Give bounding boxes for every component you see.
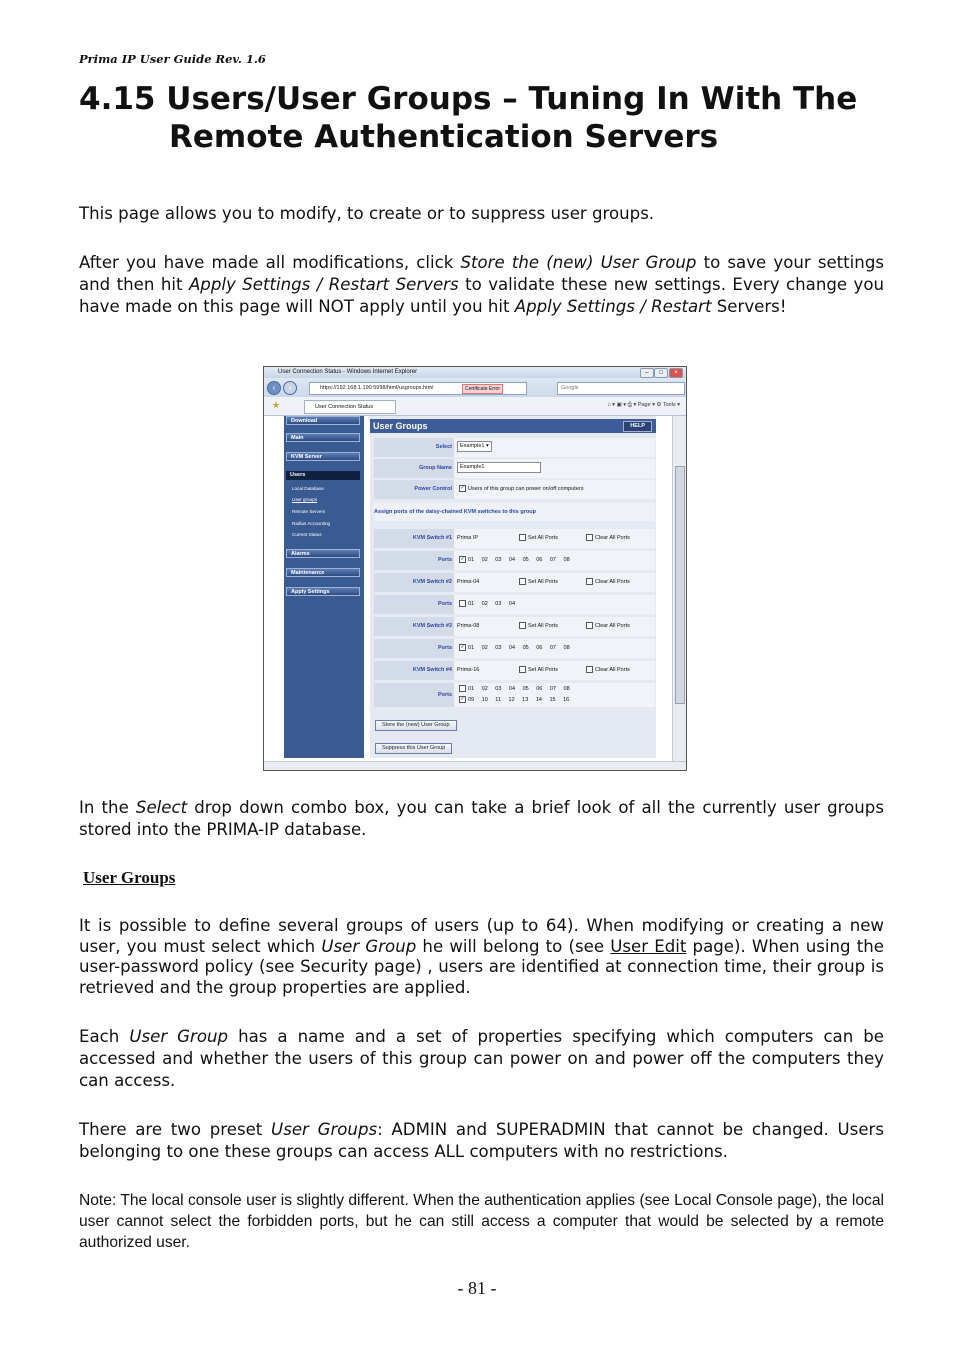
- nav-sub-remote-servers: Remote Servers: [292, 509, 326, 514]
- store-ref: Store the (new) User Group: [460, 253, 697, 272]
- suppress-button: Suppress this User Group: [375, 743, 452, 754]
- text-span: to validate these new settings. Every change you have made on this page will NOT apply until you hit: [79, 275, 885, 316]
- switch-row: [374, 661, 655, 680]
- properties-paragraph: [79, 1026, 884, 1092]
- set-all: [517, 529, 558, 548]
- sidebar: [284, 416, 364, 758]
- set-all-text: Set All Ports: [528, 667, 558, 673]
- section-title: [79, 80, 899, 156]
- search-field: [557, 382, 685, 395]
- nav-apply-settings: Apply Settings: [286, 587, 360, 596]
- clear-all-text: Clear All Ports: [595, 535, 630, 541]
- section-title-line2: Remote Authentication Servers: [169, 119, 719, 155]
- back-icon: ‹: [267, 381, 281, 395]
- favorites-star-icon: ★: [272, 400, 281, 410]
- tools-menu: Tools: [662, 402, 676, 408]
- clear-all: [584, 529, 630, 548]
- store-button: Store the (new) User Group: [375, 720, 457, 731]
- ports-label: Ports: [374, 639, 454, 658]
- select-value: Example1 ▾: [457, 438, 492, 457]
- clear-all: [584, 617, 630, 636]
- text-span: In the: [79, 798, 136, 817]
- nav-users: Users: [286, 471, 360, 480]
- user-edit-link[interactable]: User Edit: [610, 936, 687, 956]
- text-span: After you have made all modifications, click: [79, 253, 461, 272]
- text-span: Each: [79, 1027, 130, 1046]
- switch-name: Prima IP: [457, 535, 479, 541]
- scroll-thumb: [675, 466, 685, 704]
- select-label: Select: [374, 438, 454, 457]
- set-all-text: Set All Ports: [528, 579, 558, 585]
- browser-screenshot: [263, 366, 687, 771]
- vertical-scrollbar: [672, 416, 686, 762]
- select-text: Example1: [460, 443, 485, 450]
- switch-row: [374, 617, 655, 636]
- checkbox-icon: ✓: [460, 485, 465, 492]
- ports-text: 01 02 03 04: [468, 601, 516, 607]
- tab-title: User Connection Status: [315, 404, 374, 410]
- ports-text: 01 02 03 04 05 06 07 08: [468, 557, 570, 563]
- group-name-input: Example1: [457, 462, 541, 473]
- select-row: [374, 438, 655, 457]
- preset-paragraph: [79, 1119, 884, 1163]
- switch-row: [374, 573, 655, 592]
- nav-sub-radius: Radius Accounting: [292, 521, 331, 526]
- ports-value: ✓ 01 02 03 04 05 06 07 08: [460, 644, 570, 651]
- set-all: [517, 661, 558, 680]
- search-placeholder: Google: [561, 385, 579, 391]
- close-icon: ×: [669, 368, 683, 378]
- apply-ref: Apply Settings / Restart Servers: [188, 275, 459, 294]
- nav-sub-user-groups: User groups: [292, 497, 318, 502]
- ports-label: Ports: [374, 595, 454, 614]
- switch-label: KVM Switch #4: [374, 661, 454, 680]
- switch-value: [457, 573, 479, 592]
- nav-sub-local-db: Local Database: [292, 486, 324, 491]
- switch-name: Prima-08: [457, 623, 480, 629]
- power-row: [374, 480, 655, 499]
- power-label: Power Control: [374, 480, 454, 499]
- note-paragraph: Note: The local console user is slightly different. When the authentication applies (see Local Console page), the local user cannot select the forbidden ports, but he can still access a computer that would be selected by a remote authorized user.: [79, 1192, 884, 1251]
- clear-all: [584, 661, 630, 680]
- nav-maintenance: Maintenance: [286, 568, 360, 577]
- nav-download: Download: [286, 416, 360, 425]
- text-span: has a name and a set of properties specifying which computers can be accessed and whether the users of this group can power on and power off the computers they can access.: [79, 1027, 885, 1090]
- switch-value: [457, 529, 478, 548]
- form-panel: [370, 416, 656, 758]
- address-bar: [264, 378, 686, 397]
- switch-value: [457, 661, 479, 680]
- ports-value: ✓ 01 02 03 04 05 06 07 08: [460, 556, 570, 563]
- switch-label: KVM Switch #1: [374, 529, 454, 548]
- text-span: There are two preset: [79, 1120, 272, 1139]
- switch-value: [457, 617, 479, 636]
- forward-icon: ›: [283, 381, 297, 395]
- ports-row: [374, 595, 655, 614]
- user-group-ref: User Group: [321, 936, 417, 956]
- browser-tab: [304, 400, 396, 414]
- assign-label: Assign ports of the daisy-chained KVM switches to this group: [374, 509, 536, 515]
- nav-kvm-server: KVM Server: [286, 452, 360, 461]
- ports-text: 01 02 03 04 05 06 07 08: [468, 686, 570, 692]
- instructions-paragraph: [79, 252, 884, 318]
- command-bar: ⌂ ▾ ▣ ▾ ⎙ ▾ Page ▾ ⚙ Tools ▾: [607, 402, 680, 408]
- apply-ref-2: Apply Settings / Restart: [514, 297, 712, 316]
- window-title: User Connection Status - Windows Internet Explorer: [278, 369, 418, 375]
- clear-all: [584, 573, 630, 592]
- text-span: page). When using the user-password policy (see Security page) , users are identified at connection time, their group is retrieved and the group properties are applied.: [79, 936, 885, 997]
- clear-all-text: Clear All Ports: [595, 579, 630, 585]
- url-field: [309, 382, 527, 395]
- text-span: Servers!: [711, 297, 787, 316]
- user-groups-ref: User Groups: [271, 1120, 378, 1139]
- minimize-icon: –: [640, 368, 654, 378]
- assign-text: [374, 503, 655, 521]
- group-name-row: [374, 459, 655, 478]
- favorites-bar: [264, 397, 686, 416]
- ports-text: 01 02 03 04 05 06 07 08: [468, 645, 570, 651]
- power-text: Users of this group can power on/off computers: [468, 486, 584, 492]
- set-all: [517, 573, 558, 592]
- text-span: drop down combo box, you can take a brief look of all the currently user groups stored into the PRIMA-IP database.: [79, 798, 884, 839]
- clear-all-text: Clear All Ports: [595, 623, 630, 629]
- text-span: he will belong to (see: [416, 936, 611, 956]
- text-span: It is possible to define several groups of users (up to 64). When modifying or creating a new user, you must select which: [79, 916, 884, 956]
- section-title-line1: 4.15 Users/User Groups – Tuning In With The: [79, 81, 858, 117]
- ports-label: Ports: [374, 551, 454, 570]
- switch-row: [374, 529, 655, 548]
- maximize-icon: □: [654, 368, 668, 378]
- nav-alarms: Alarms: [286, 549, 360, 558]
- page-menu: Page: [637, 402, 651, 408]
- user-group-ref: User Group: [129, 1027, 229, 1046]
- window-titlebar: [264, 367, 686, 378]
- page-number: - 81 -: [457, 1278, 497, 1298]
- horizontal-scrollbar: [264, 761, 686, 770]
- ports-value: 01 02 03 04 05 06 07 08 ✓ 09 10 11 12 13 14 15 16: [460, 686, 570, 703]
- running-header: Prima IP User Guide Rev. 1.6: [79, 52, 266, 66]
- user-groups-subheading: User Groups: [83, 868, 176, 887]
- group-name-value: [457, 459, 541, 478]
- set-all: [517, 617, 558, 636]
- ports-label: Ports: [374, 683, 454, 707]
- ports-value: [457, 595, 515, 614]
- switch-name: Prima-16: [457, 667, 480, 673]
- ports-text-2: 09 10 11 12 13 14 15 16: [468, 697, 570, 703]
- set-all-text: Set All Ports: [528, 623, 558, 629]
- switch-name: Prima-04: [457, 579, 480, 585]
- select-paragraph: [79, 797, 884, 841]
- help-button: HELP: [623, 421, 652, 432]
- form-title-text: User Groups: [373, 421, 428, 431]
- intro-paragraph: This page allows you to modify, to create or to suppress user groups.: [79, 204, 655, 223]
- nav-sub-status: Current Status: [292, 532, 322, 537]
- switch-label: KVM Switch #3: [374, 617, 454, 636]
- certificate-error: Certificate Error: [462, 384, 503, 394]
- ports-row: [374, 683, 655, 707]
- clear-all-text: Clear All Ports: [595, 667, 630, 673]
- select-ref: Select: [135, 798, 188, 817]
- ports-row: [374, 639, 655, 658]
- nav-main: Main: [286, 433, 360, 442]
- page-content: [264, 416, 686, 762]
- url-text: https://192.168.1.190:5998/html/usgroups.html: [320, 385, 434, 391]
- power-value: [457, 480, 583, 499]
- text-span: : ADMIN and SUPERADMIN that cannot be changed. Users belonging to one these groups can access ALL computers with no restrictions.: [79, 1120, 884, 1161]
- set-all-text: Set All Ports: [528, 535, 558, 541]
- ports-row: [374, 551, 655, 570]
- text-span: to save your settings and then hit: [79, 253, 884, 294]
- form-title: [370, 419, 656, 433]
- groups-paragraph: [79, 916, 884, 998]
- group-name-label: Group Name: [374, 459, 454, 478]
- switch-label: KVM Switch #2: [374, 573, 454, 592]
